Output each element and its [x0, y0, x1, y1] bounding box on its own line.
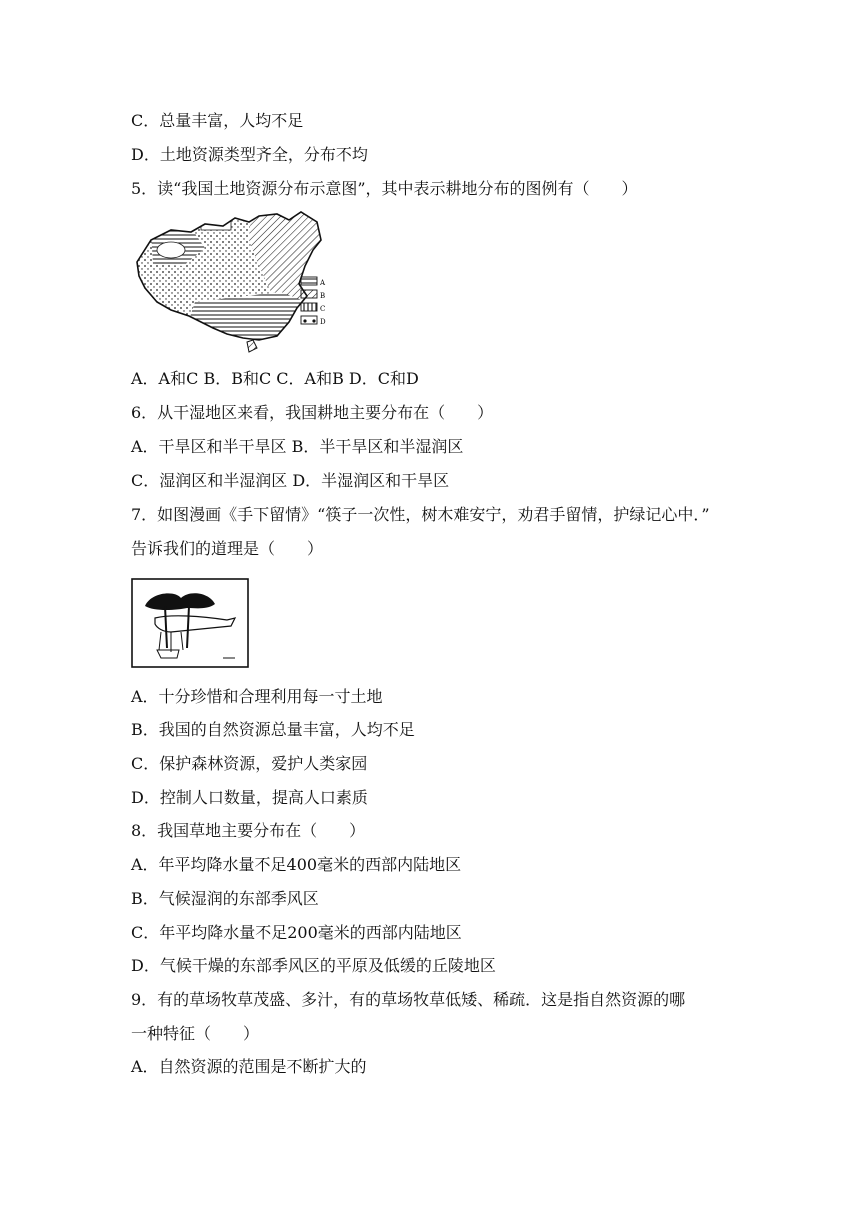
- q4-option-d: D．土地资源类型齐全，分布不均: [131, 145, 368, 164]
- q7-option-d: D．控制人口数量，提高人口素质: [131, 788, 368, 807]
- legend-label-a: A: [320, 279, 326, 287]
- q8-option-b: B．气候湿润的东部季风区: [131, 889, 319, 908]
- q9-option-a: A．自然资源的范围是不断扩大的: [131, 1057, 367, 1076]
- q8-option-c: C．年平均降水量不足200毫米的西部内陆地区: [131, 923, 462, 942]
- q6-options-cd: C．湿润区和半湿润区 D．半湿润区和干旱区: [131, 471, 450, 490]
- q6-stem: 6．从干湿地区来看，我国耕地主要分布在（ ）: [131, 403, 494, 422]
- map-legend: [301, 277, 326, 326]
- q9-stem-continued: 一种特征（ ）: [131, 1024, 260, 1043]
- q4-option-c: C．总量丰富，人均不足: [131, 111, 304, 130]
- q6-options-ab: A．干旱区和半干旱区 B．半干旱区和半湿润区: [131, 437, 464, 456]
- q7-option-a: A．十分珍惜和合理利用每一寸土地: [131, 687, 383, 706]
- q7-stem-continued: 告诉我们的道理是（ ）: [131, 539, 324, 558]
- legend-label-b: B: [320, 292, 326, 300]
- q7-option-b: B．我国的自然资源总量丰富，人均不足: [131, 720, 415, 739]
- q9-stem: 9．有的草场牧草茂盛、多汁，有的草场牧草低矮、稀疏．这是指自然资源的哪: [131, 990, 686, 1009]
- cartoon-figure: [131, 578, 249, 668]
- legend-label-d: D: [320, 318, 326, 326]
- land-resource-map: [131, 210, 339, 358]
- q8-option-d: D．气候干燥的东部季风区的平原及低缓的丘陵地区: [131, 956, 496, 975]
- q7-stem: 7．如图漫画《手下留情》“筷子一次性，树木难安宁，劝君手留情，护绿记心中．”: [131, 505, 710, 524]
- q5-options: A．A和C B．B和C C．A和B D．C和D: [131, 369, 419, 388]
- legend-label-c: C: [320, 305, 326, 313]
- q5-stem: 5．读“我国土地资源分布示意图”，其中表示耕地分布的图例有（ ）: [131, 179, 638, 198]
- q8-stem: 8．我国草地主要分布在（ ）: [131, 821, 366, 840]
- q8-option-a: A．年平均降水量不足400毫米的西部内陆地区: [131, 855, 462, 874]
- q7-option-c: C．保护森林资源，爱护人类家园: [131, 754, 368, 773]
